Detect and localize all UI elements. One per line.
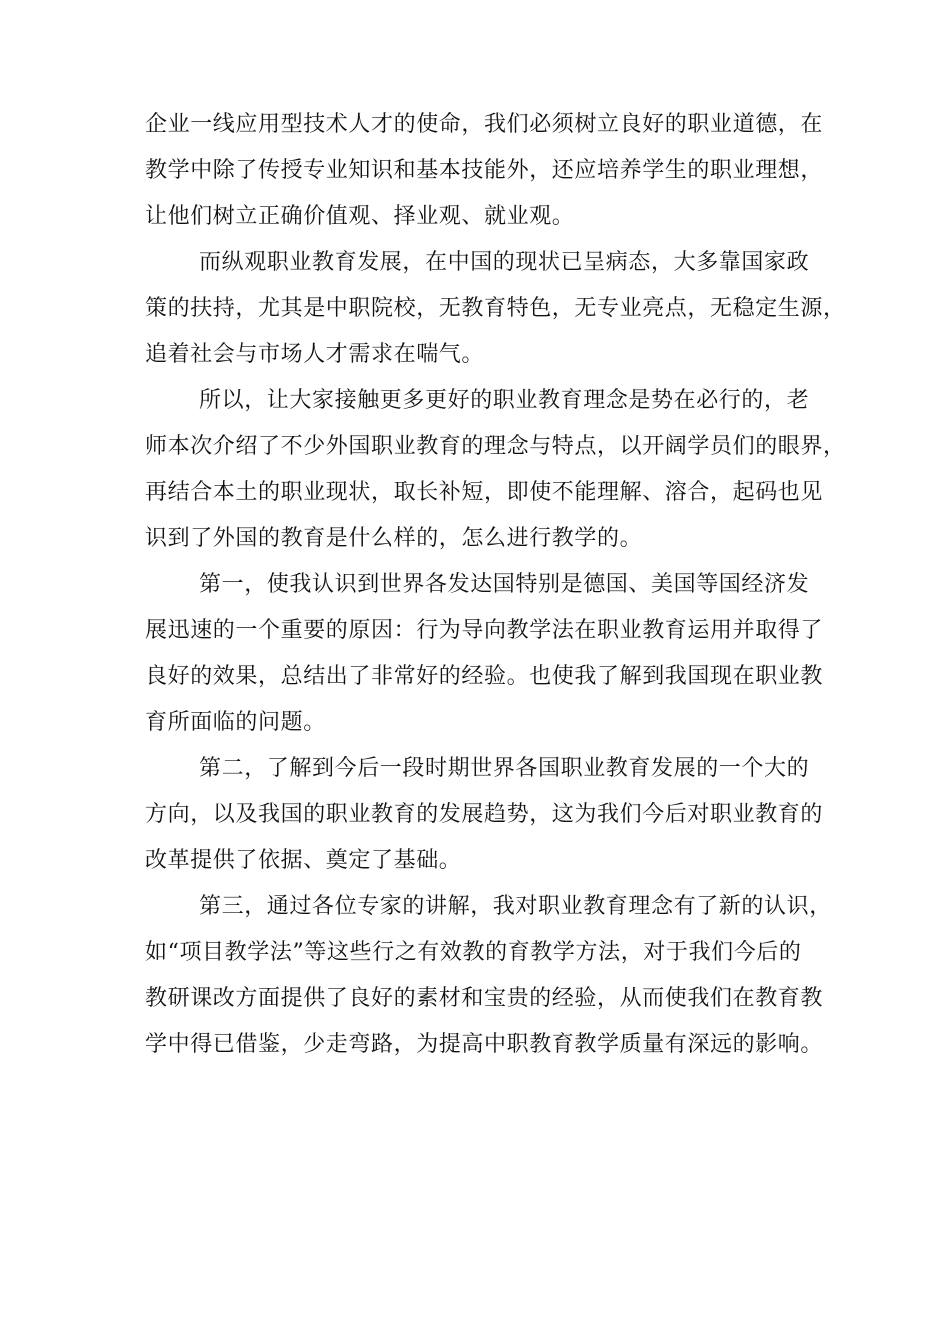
text-line: 而纵观职业教育发展，在中国的现状已呈病态，大多靠国家政	[199, 250, 810, 275]
text-line: 再结合本土的职业现状，取长补短，即使不能理解、溶合，起码也见	[145, 480, 824, 505]
paragraph-2	[145, 240, 846, 378]
text-line: 学中得已借鉴，少走弯路，为提高中职教育教学质量有深远的影响。	[145, 1032, 824, 1057]
text-line: 师本次介绍了不少外国职业教育的理念与特点，以开阔学员们的眼界，	[145, 434, 846, 459]
document-body	[145, 102, 846, 1068]
text-line: 良好的效果，总结出了非常好的经验。也使我了解到我国现在职业教	[145, 664, 824, 689]
text-line: 展迅速的一个重要的原因：行为导向教学法在职业教育运用并取得了	[145, 618, 824, 643]
text-line: 所以，让大家接触更多更好的职业教育理念是势在必行的，老	[199, 388, 810, 413]
text-line: 策的扶持，尤其是中职院校，无教育特色，无专业亮点，无稳定生源，	[145, 296, 846, 321]
text-line: 方向，以及我国的职业教育的发展趋势，这为我们今后对职业教育的	[145, 802, 824, 827]
text-line: 第一，使我认识到世界各发达国特别是德国、美国等国经济发	[199, 572, 810, 597]
text-line: 第三，通过各位专家的讲解，我对职业教育理念有了新的认识，	[199, 894, 832, 919]
paragraph-4	[145, 562, 824, 746]
paragraph-6	[145, 884, 832, 1068]
text-line: 教学中除了传授专业知识和基本技能外，还应培养学生的职业理想，	[145, 158, 824, 183]
text-line: 第二，了解到今后一段时期世界各国职业教育发展的一个大的	[199, 756, 810, 781]
text-line: 让他们树立正确价值观、择业观、就业观。	[145, 204, 575, 229]
text-line: 如“项目教学法”等这些行之有效教的育教学方法，对于我们今后的	[145, 940, 802, 965]
text-line: 育所面临的问题。	[145, 710, 326, 735]
text-line: 识到了外国的教育是什么样的，怎么进行教学的。	[145, 526, 643, 551]
text-line: 改革提供了依据、奠定了基础。	[145, 848, 462, 873]
text-line: 教研课改方面提供了良好的素材和宝贵的经验，从而使我们在教育教	[145, 986, 824, 1011]
paragraph-5	[145, 746, 824, 884]
text-line: 追着社会与市场人才需求在喘气。	[145, 342, 485, 367]
paragraph-1	[145, 102, 824, 240]
text-line: 企业一线应用型技术人才的使命，我们必须树立良好的职业道德，在	[145, 112, 824, 137]
paragraph-3	[145, 378, 846, 562]
